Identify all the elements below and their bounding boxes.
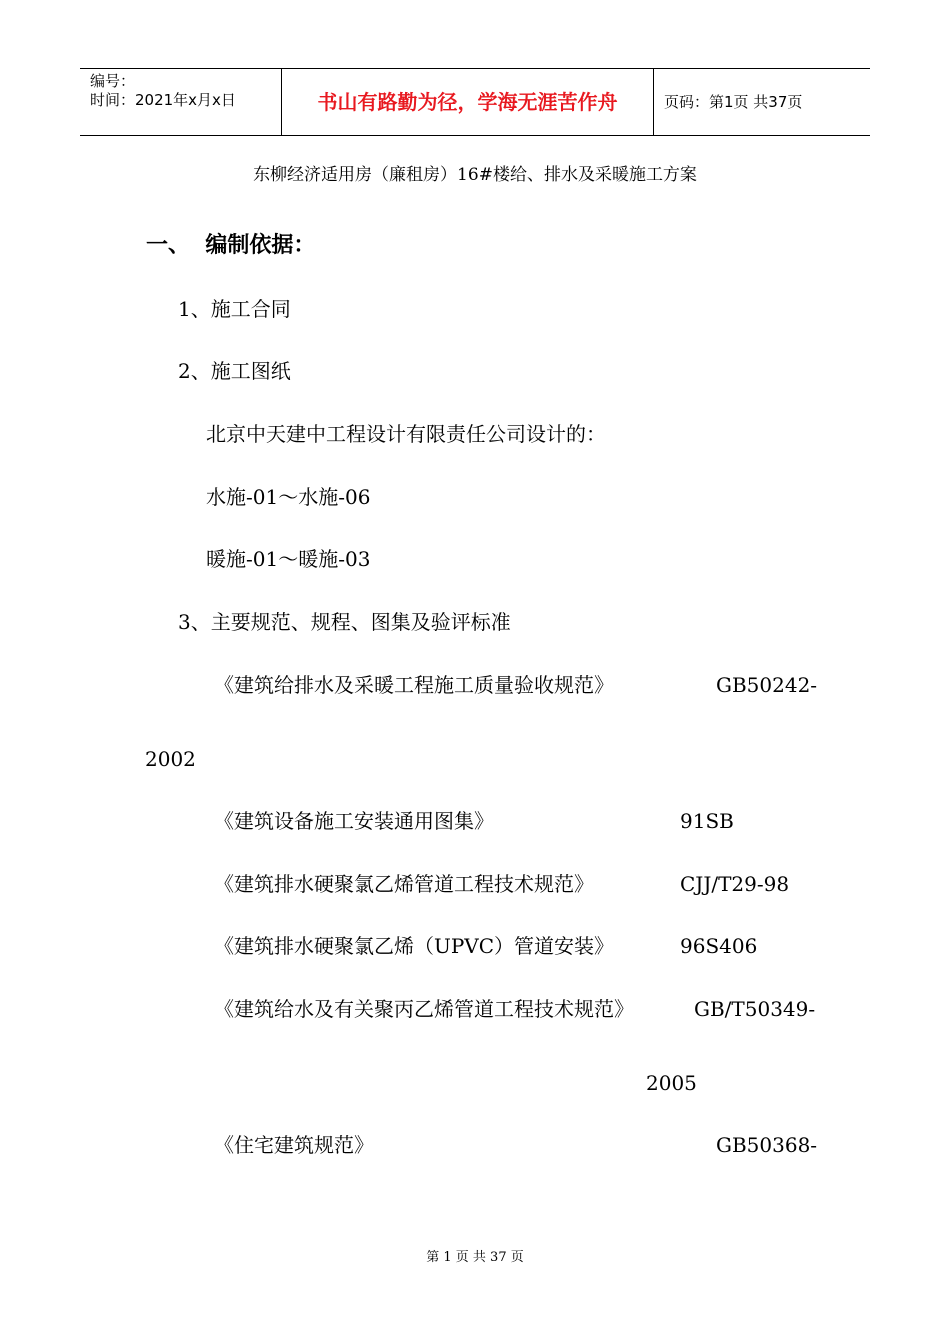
list-item: 2、施工图纸: [178, 359, 291, 383]
standard-name: 《住宅建筑规范》: [214, 1133, 374, 1157]
header-page-number: 页码：第1页 共37页: [664, 93, 803, 111]
standard-name: 《建筑给排水及采暖工程施工质量验收规范》: [214, 673, 614, 697]
standard-name: 《建筑排水硬聚氯乙烯（UPVC）管道安装》: [214, 934, 615, 958]
list-item: 1、施工合同: [178, 297, 291, 321]
standard-name: 《建筑设备施工安装通用图集》: [214, 809, 494, 833]
section-heading: 一、 编制依据：: [146, 233, 316, 258]
document-date-label: 时间：2021年x月x日: [90, 91, 236, 109]
drawing-range: 水施-01～水施-06: [206, 485, 371, 509]
standard-code: 2005: [646, 1071, 697, 1095]
standard-name: 《建筑给水及有关聚丙乙烯管道工程技术规范》: [214, 997, 634, 1021]
standard-code: 2002: [145, 747, 196, 771]
standard-code: CJJ/T29-98: [680, 872, 790, 896]
standard-code: GB/T50349-: [694, 997, 816, 1021]
designer-text: 北京中天建中工程设计有限责任公司设计的：: [206, 422, 606, 446]
standard-code: 96S406: [680, 934, 758, 958]
standard-code: GB50242-: [716, 673, 818, 697]
document-header: [80, 68, 870, 136]
page-footer: 第 1 页 共 37 页: [426, 1250, 524, 1265]
list-item: 3、主要规范、规程、图集及验评标准: [178, 610, 511, 634]
standard-code: 91SB: [680, 809, 734, 833]
document-number-label: 编号：: [90, 72, 136, 90]
standard-code: GB50368-: [716, 1133, 818, 1157]
standard-name: 《建筑排水硬聚氯乙烯管道工程技术规范》: [214, 872, 594, 896]
document-title: 东柳经济适用房（廉租房）16#楼给、排水及采暖施工方案: [253, 165, 697, 185]
header-motto: 书山有路勤为径，学海无涯苦作舟: [282, 69, 654, 135]
drawing-range: 暖施-01～暖施-03: [206, 547, 371, 571]
header-meta-cell: [80, 69, 282, 135]
